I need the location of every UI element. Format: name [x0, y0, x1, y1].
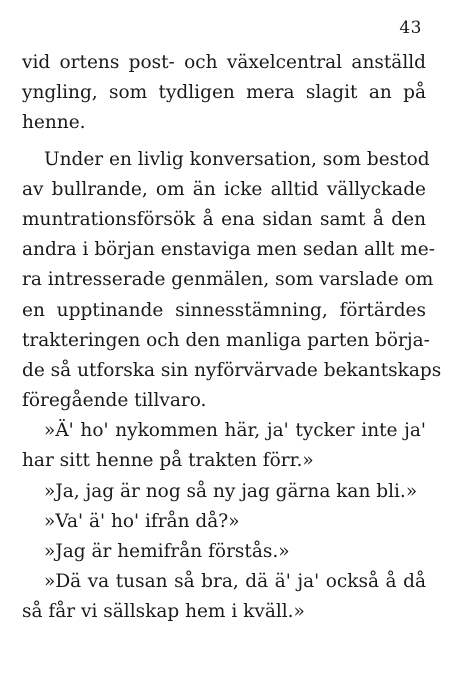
paragraph	[22, 416, 426, 476]
text-line: vid ortens post- och växelcentral anställd	[22, 52, 426, 73]
text-line: andra i början enstaviga men sedan allt me-	[22, 239, 435, 261]
text-line: så får vi sällskap hem i kväll.»	[22, 601, 305, 623]
text-line: har sitt henne på trakten förr.»	[22, 450, 314, 472]
text-line: yngling, som tydligen mera slagit an på	[22, 82, 426, 104]
paragraph	[22, 507, 426, 537]
text-line: ra intresserade genmälen, som varslade om	[22, 269, 434, 291]
text-line: henne.	[22, 112, 86, 134]
text-line: föregående tillvaro.	[22, 390, 207, 412]
body-text	[22, 48, 442, 628]
text-line: de så utforska sin nyförvärvade bekantskaps	[22, 359, 442, 381]
text-line: »Jag är hemifrån förstås.»	[44, 541, 290, 562]
text-line: av bullrande, om än icke alltid vällyckade	[22, 178, 426, 200]
page-number: 43	[399, 18, 422, 38]
text-line: muntrationsförsök å ena sidan samt å den	[22, 208, 426, 230]
text-line: »Ä' ho' nykommen här, ja' tycker inte ja'	[44, 420, 426, 442]
text-line: »Dä va tusan så bra, dä ä' ja' också å då	[44, 571, 426, 593]
paragraph	[22, 145, 442, 417]
text-line: »Va' ä' ho' ifrån då?»	[44, 510, 240, 532]
paragraph	[22, 477, 426, 507]
text-line: trakteringen och den manliga parten börja-	[22, 329, 430, 351]
text-line: »Ja, jag är nog så ny jag gärna kan bli.»	[44, 480, 418, 502]
paragraph	[22, 48, 426, 139]
paragraph	[22, 537, 426, 567]
paragraph	[22, 567, 426, 627]
text-line: Under en livlig konversation, som bestod	[44, 148, 430, 170]
text-line: en upptinande sinnesstämning, förtärdes	[22, 299, 426, 321]
